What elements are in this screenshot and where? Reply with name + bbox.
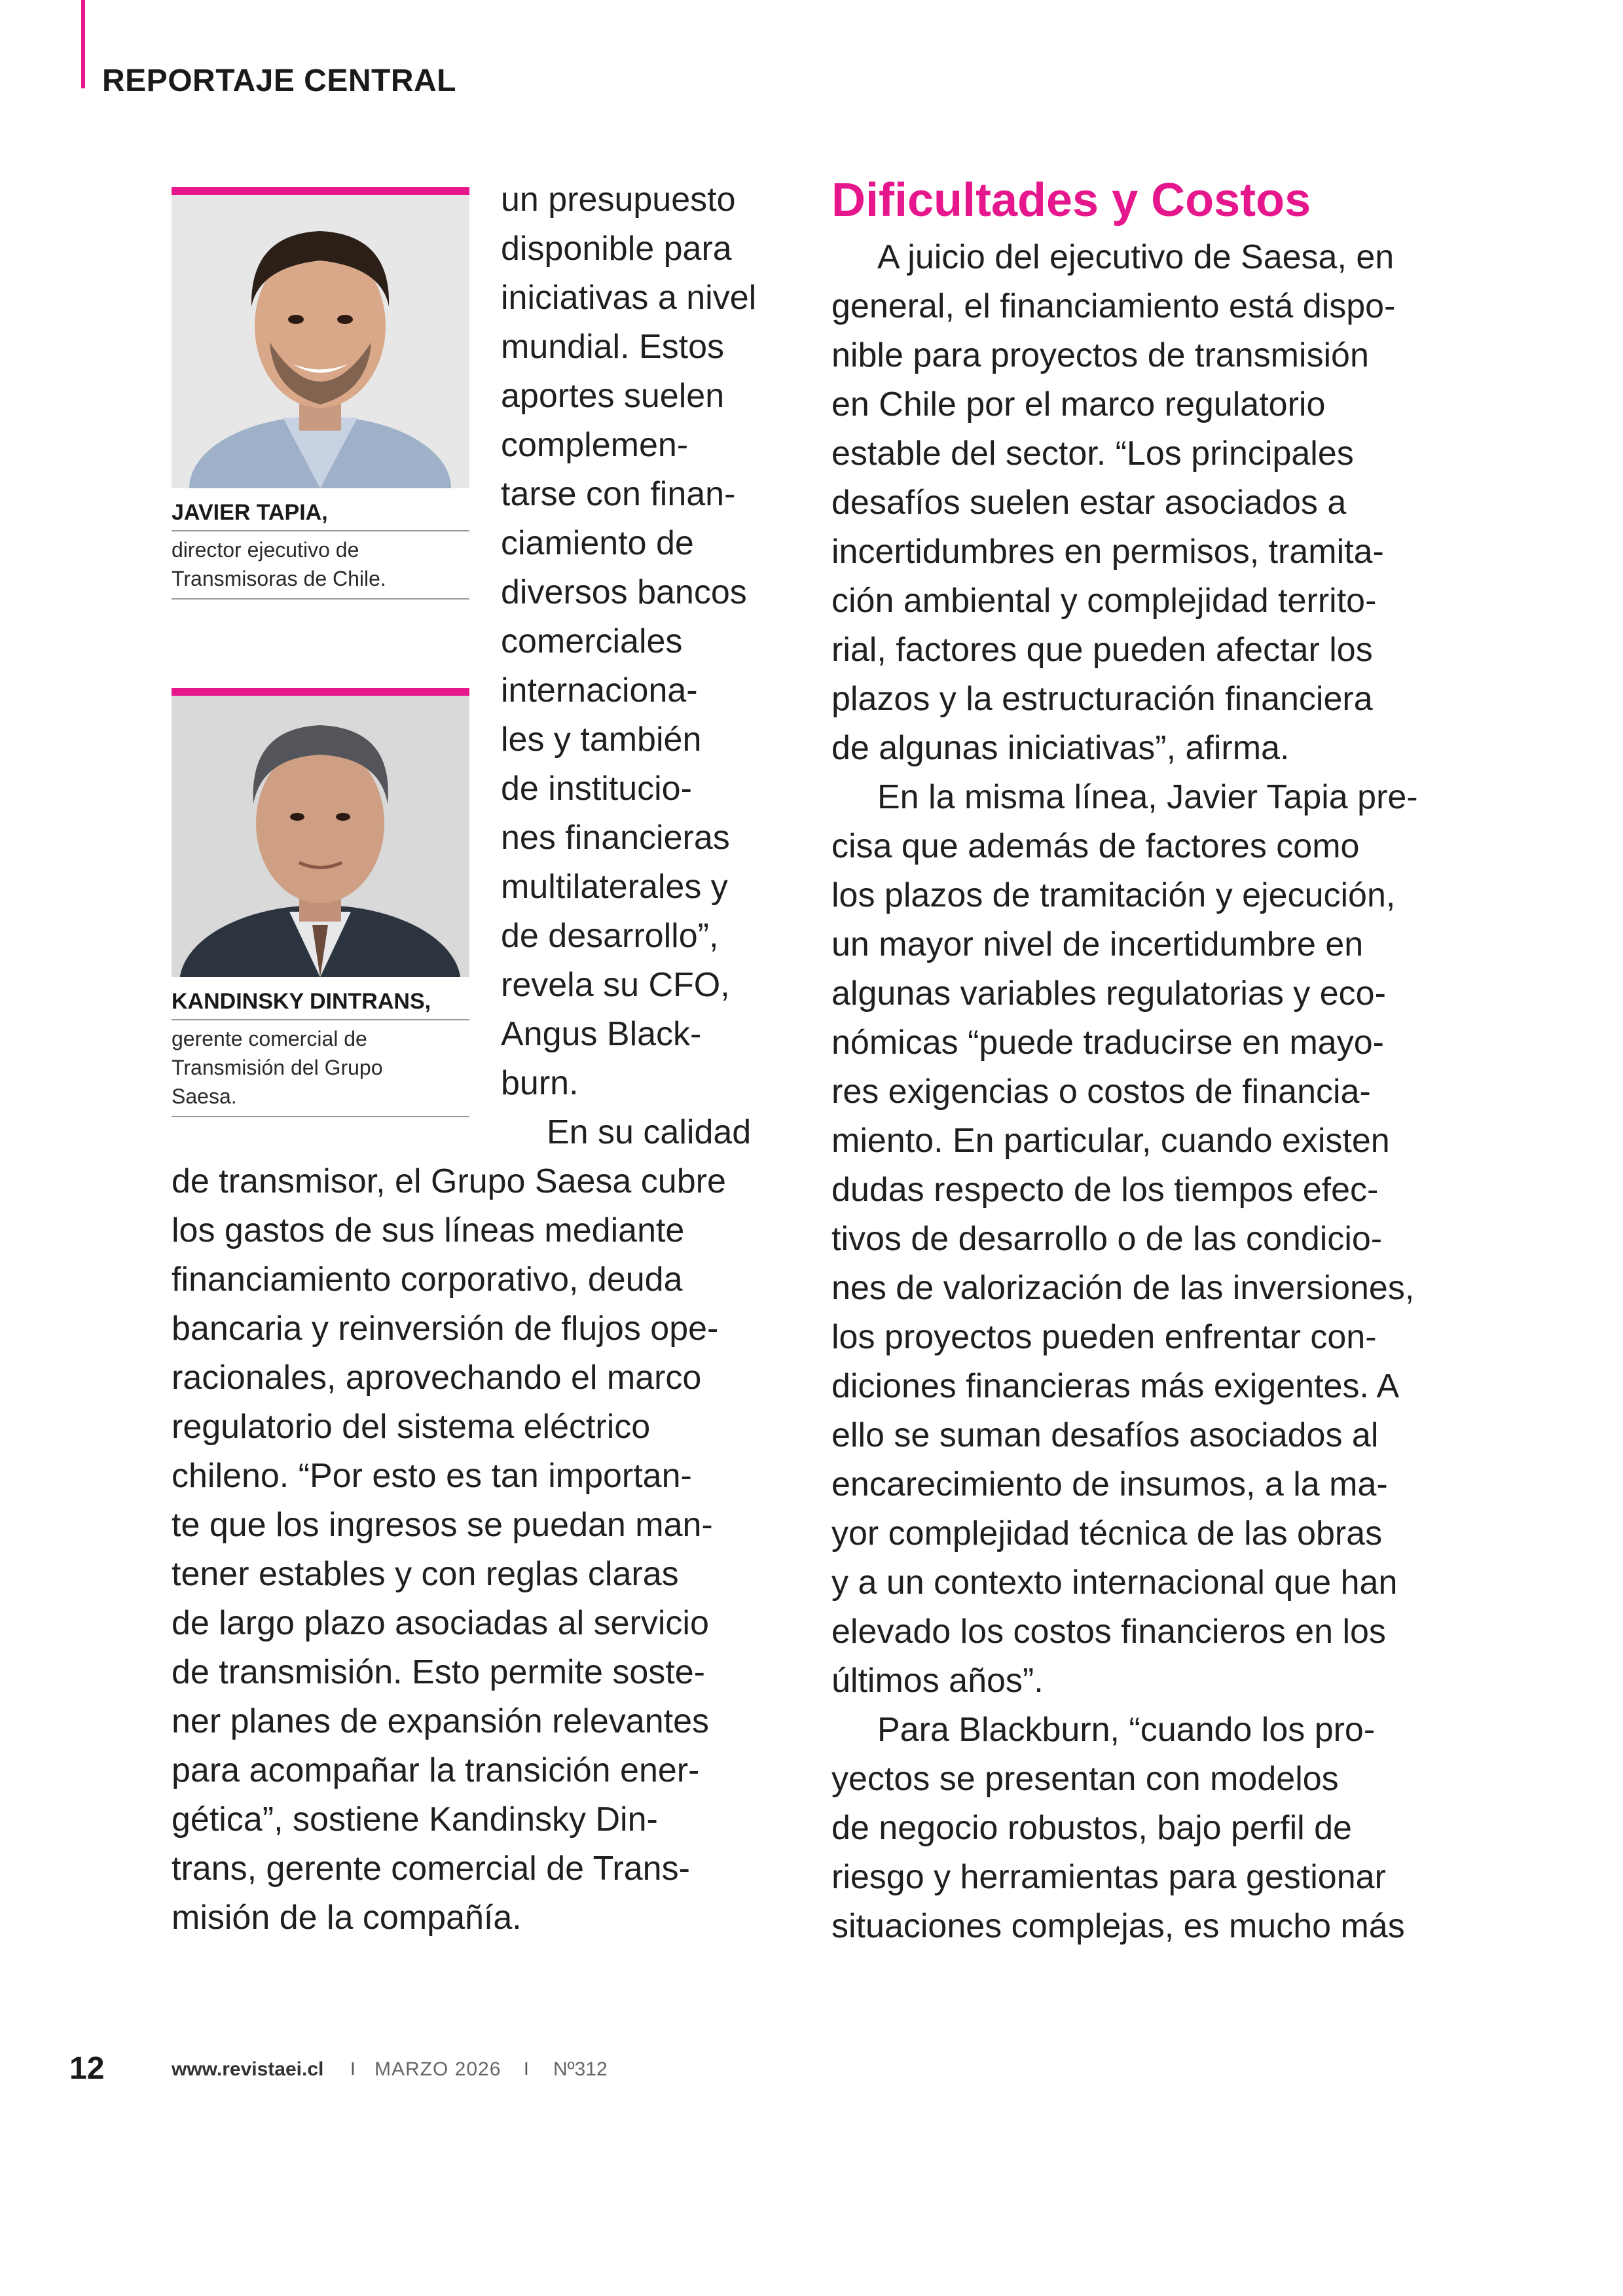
text-line: los gastos de sus líneas mediante (172, 1211, 685, 1249)
text-line: racionales, aprovechando el marco (172, 1359, 702, 1397)
footer-website-link[interactable]: www.revistaei.cl (172, 2058, 324, 2080)
text-line: en Chile por el marco regulatorio (831, 386, 1326, 423)
text-line: revela su CFO, (501, 966, 730, 1004)
text-line: de desarrollo”, (501, 917, 719, 955)
role-line: gerente comercial de (172, 1027, 367, 1050)
text-line: los proyectos pueden enfrentar con- (831, 1318, 1377, 1356)
page-footer (0, 2051, 1623, 2090)
text-line: te que los ingresos se puedan man- (172, 1506, 713, 1544)
text-line: diciones financieras más exigentes. A (831, 1367, 1400, 1405)
text-line: de transmisión. Esto permite soste- (172, 1653, 705, 1691)
profile-role (172, 1024, 469, 1116)
portrait-photo-dintrans (172, 696, 469, 977)
text-line: misión de la compañía. (172, 1899, 522, 1937)
text-line: algunas variables regulatorias y eco- (831, 975, 1386, 1013)
profile-name: KANDINSKY DINTRANS, (172, 988, 469, 1020)
role-line: Transmisión del Grupo (172, 1056, 383, 1079)
text-line: elevado los costos financieros en los (831, 1613, 1386, 1651)
text-line: complemen- (501, 426, 689, 464)
text-line: les y también (501, 721, 702, 759)
text-line: últimos años”. (831, 1662, 1044, 1700)
text-line: bancaria y reinversión de flujos ope- (172, 1310, 719, 1348)
text-line: Angus Black- (501, 1015, 702, 1053)
text-line: plazos y la estructuración financiera (831, 680, 1373, 718)
text-line: yor complejidad técnica de las obras (831, 1515, 1383, 1552)
text-line: mundial. Estos (501, 328, 725, 366)
text-line: incertidumbres en permisos, tramita- (831, 533, 1384, 571)
profile-caption-dintrans (172, 977, 469, 1117)
text-line: nible para proyectos de transmisión (831, 336, 1369, 374)
footer-separator: I (524, 2058, 529, 2079)
text-line: nómicas “puede traducirse en mayo- (831, 1024, 1384, 1062)
text-line: En la misma línea, Javier Tapia pre- (877, 778, 1418, 816)
text-line: regulatorio del sistema eléctrico (172, 1408, 651, 1446)
text-line: comerciales (501, 622, 683, 660)
text-line: ner planes de expansión relevantes (172, 1702, 710, 1740)
portrait-photo-tapia (172, 195, 469, 488)
text-line: yectos se presentan con modelos (831, 1760, 1339, 1798)
profile-card-tapia (172, 187, 469, 600)
text-line: situaciones complejas, es mucho más (831, 1907, 1405, 1945)
text-line: internaciona- (501, 672, 698, 709)
text-line: burn. (501, 1064, 579, 1102)
profile-role (172, 535, 469, 598)
text-line: de transmisor, el Grupo Saesa cubre (172, 1162, 726, 1200)
text-line: para acompañar la transición ener- (172, 1751, 700, 1789)
text-line: un mayor nivel de incertidumbre en (831, 925, 1364, 963)
text-line: general, el financiamiento está dispo- (831, 287, 1396, 325)
footer-date: MARZO 2026 (374, 2058, 501, 2080)
text-line: encarecimiento de insumos, a la ma- (831, 1465, 1388, 1503)
text-line: dudas respecto de los tiempos efec- (831, 1171, 1379, 1209)
text-line: gética”, sostiene Kandinsky Din- (172, 1801, 658, 1839)
text-line: chileno. “Por esto es tan importan- (172, 1457, 692, 1495)
text-line: multilaterales y (501, 868, 728, 906)
text-line: ción ambiental y complejidad territo- (831, 582, 1377, 620)
text-line: trans, gerente comercial de Trans- (172, 1850, 690, 1888)
role-line: director ejecutivo de (172, 538, 359, 562)
text-line: financiamiento corporativo, deuda (172, 1261, 683, 1299)
page-number: 12 (69, 2051, 105, 2086)
text-line: tener estables y con reglas claras (172, 1555, 679, 1593)
role-line: Transmisoras de Chile. (172, 567, 386, 590)
text-line: Para Blackburn, “cuando los pro- (877, 1711, 1376, 1749)
section-label: REPORTAJE CENTRAL (102, 63, 456, 98)
accent-bar (172, 187, 469, 195)
text-line: disponible para (501, 230, 732, 268)
role-line: Saesa. (172, 1085, 237, 1108)
text-line: y a un contexto internacional que han (831, 1564, 1398, 1602)
text-line: tivos de desarrollo o de las condicio- (831, 1220, 1383, 1258)
section-headline: Dificultades y Costos (831, 174, 1311, 226)
text-line: En su calidad (547, 1113, 752, 1151)
text-line: estable del sector. “Los principales (831, 435, 1354, 473)
text-line: tarse con finan- (501, 475, 736, 513)
text-line: riesgo y herramientas para gestionar (831, 1858, 1386, 1896)
right-column (831, 233, 1418, 1951)
text-line: A juicio del ejecutivo de Saesa, en (877, 238, 1395, 276)
header-accent-line (81, 0, 85, 88)
text-line: de largo plazo asociadas al servicio (172, 1604, 709, 1642)
profile-name: JAVIER TAPIA, (172, 499, 469, 531)
left-narrow-column (501, 175, 756, 1157)
text-line: de negocio robustos, bajo perfil de (831, 1809, 1352, 1847)
text-line: de algunas iniciativas”, afirma. (831, 729, 1290, 767)
text-line: rial, factores que pueden afectar los (831, 631, 1373, 669)
footer-separator: I (350, 2058, 356, 2079)
text-line: iniciativas a nivel (501, 279, 757, 317)
text-line: un presupuesto (501, 181, 736, 219)
accent-bar (172, 688, 469, 696)
text-line: de institucio- (501, 770, 692, 808)
text-line: cisa que además de factores como (831, 827, 1360, 865)
profile-card-dintrans (172, 688, 469, 1117)
text-line: aportes suelen (501, 377, 725, 415)
text-line: nes de valorización de las inversiones, (831, 1269, 1415, 1307)
text-line: nes financieras (501, 819, 730, 857)
text-line: desafíos suelen estar asociados a (831, 484, 1347, 522)
left-wide-column (172, 1157, 726, 1943)
text-line: miento. En particular, cuando existen (831, 1122, 1390, 1160)
text-line: diversos bancos (501, 573, 747, 611)
text-line: ciamiento de (501, 524, 694, 562)
profile-caption-tapia (172, 488, 469, 600)
text-line: ello se suman desafíos asociados al (831, 1416, 1379, 1454)
text-line: res exigencias o costos de financia- (831, 1073, 1371, 1111)
text-line: los plazos de tramitación y ejecución, (831, 876, 1396, 914)
footer-issue-number: Nº312 (553, 2058, 608, 2080)
